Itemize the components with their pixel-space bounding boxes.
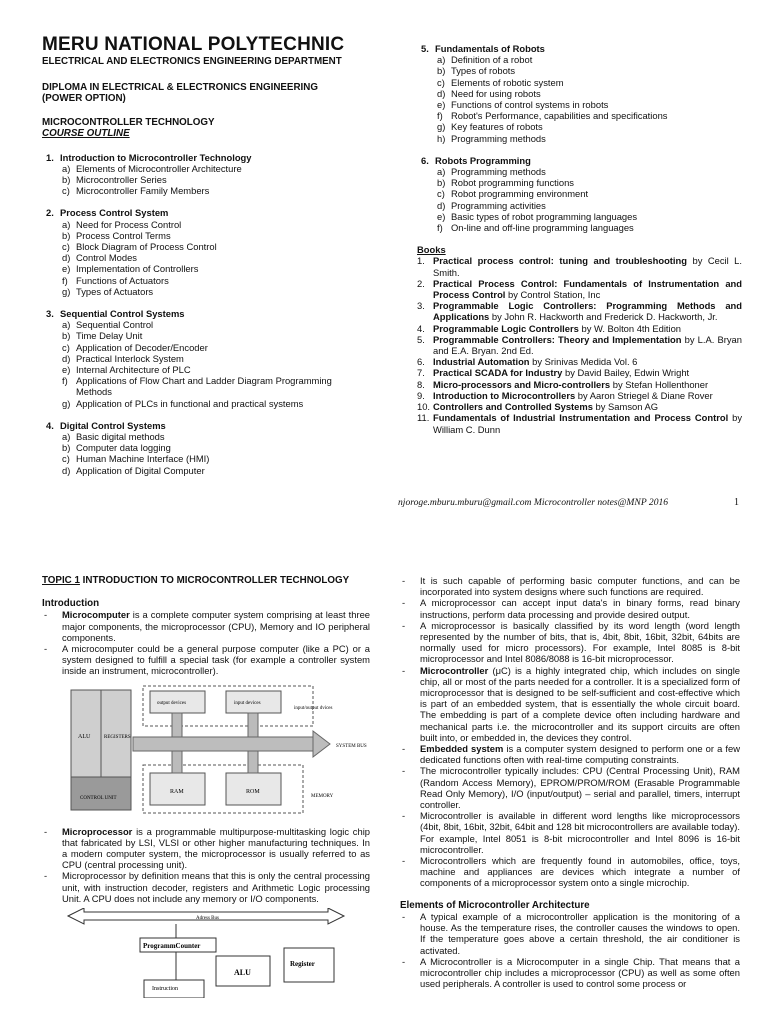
item-text: Programming activities bbox=[451, 199, 546, 211]
section-item bbox=[62, 353, 362, 364]
paragraph-text: (μC) is a highly integrated chip, which includes on single chip, all or most of the parts needed for a controller. It is a specialized form of microprocessor that is designed to be self-sufficient and cost-effective which is part of an embedded system, that is essentially the whole circuit board. The embedding is part of a complete device often including hardware and mechanical parts i.e. the microcontroller and its support circuits are often built into, or embedded in, the devices they control. bbox=[420, 664, 740, 743]
item-text: Functions of control systems in robots bbox=[451, 99, 609, 111]
book-number: 1. bbox=[417, 255, 425, 267]
book-number: 7. bbox=[417, 367, 425, 379]
paragraph-text: is a complete computer system comprising at least three major components, the microprocessor (CPU), Memory and IO peripheral components. bbox=[62, 609, 370, 643]
diploma-heading-2: (POWER OPTION) bbox=[42, 93, 126, 104]
book-author: by Control Station, Inc bbox=[505, 289, 601, 301]
subject-heading: MICROCONTROLLER TECHNOLOGY bbox=[42, 116, 215, 128]
section-item bbox=[437, 133, 742, 144]
book-author: by Srinivas Medida Vol. 6 bbox=[529, 356, 638, 368]
page1-left-column bbox=[42, 34, 382, 487]
paragraph bbox=[400, 911, 740, 956]
section-title bbox=[42, 420, 362, 431]
item-text: Control Modes bbox=[76, 252, 137, 264]
item-letter: d) bbox=[62, 464, 71, 476]
books-list bbox=[417, 255, 742, 434]
section-item bbox=[62, 163, 362, 174]
book-title: Controllers and Controlled Systems bbox=[433, 401, 593, 413]
output-devices-label: output devices bbox=[157, 700, 187, 706]
elements-heading: Elements of Microcontroller Architecture bbox=[400, 899, 590, 911]
section-title-text: Digital Control Systems bbox=[60, 419, 166, 431]
intro-heading: Introduction bbox=[42, 598, 100, 610]
section-item bbox=[437, 88, 742, 99]
item-letter: c) bbox=[62, 341, 70, 353]
book-item bbox=[417, 300, 742, 322]
section-item bbox=[437, 166, 742, 177]
paragraph bbox=[42, 826, 370, 871]
section-item bbox=[437, 211, 742, 222]
paragraph bbox=[400, 743, 740, 765]
item-letter: c) bbox=[62, 240, 70, 252]
item-text: Key features of robots bbox=[451, 121, 543, 133]
item-letter: g) bbox=[437, 121, 446, 133]
paragraph-text: is a programmable multipurpose-multitasking logic chip that fabricated by LSI, VLSI or other higher manufacturing techniques. In a modern computer system, the microprocessor is usually referred to as CPU (central processing unit). bbox=[62, 825, 370, 871]
item-letter: b) bbox=[62, 442, 71, 454]
section-item bbox=[62, 219, 362, 230]
section-item bbox=[437, 99, 742, 110]
section-title-text: Process Control System bbox=[60, 207, 169, 219]
paragraph-text: A microprocessor can accept input data's in binary forms, read binary instructions, perform data processing and provide desired output. bbox=[420, 597, 740, 620]
page-separator bbox=[0, 528, 768, 564]
book-item bbox=[417, 334, 742, 356]
book-number: 4. bbox=[417, 322, 425, 334]
paragraph-text: Microprocessor by definition means that this is only the central processing unit, with instruction decoder, registers and Arithmetic Logic processing Unit. A CPU does not include any memory or I/O components. bbox=[62, 870, 370, 904]
page-2 bbox=[0, 564, 768, 1024]
section-item bbox=[62, 330, 362, 341]
bullet-dash: - bbox=[402, 765, 406, 777]
address-bus-label: Adress Bus bbox=[196, 916, 219, 922]
paragraph-text: Microcontroller is available in different word lengths like microprocessors (4bit, 8bit, 16bit, 32bit, 64bit and 128 bit microcontrollers are available today). For example, Intel 8051 is 8-bit microcontroller and Intel 8096 is 16-bit microcontroller. bbox=[420, 810, 740, 855]
item-text: Application of PLCs in functional and practical systems bbox=[76, 397, 304, 409]
registers-label: REGISTERS bbox=[104, 734, 131, 740]
bullet-dash: - bbox=[44, 609, 48, 621]
institution-title: MERU NATIONAL POLYTECHNIC bbox=[42, 34, 345, 55]
sections-list bbox=[42, 152, 362, 476]
bullet-dash: - bbox=[402, 810, 406, 822]
item-letter: a) bbox=[62, 162, 71, 174]
section-items bbox=[417, 166, 742, 233]
page2-left-column bbox=[42, 575, 370, 998]
microprocessor-paragraphs bbox=[42, 826, 370, 904]
books-heading: Books bbox=[417, 244, 446, 256]
item-text: Types of robots bbox=[451, 65, 516, 77]
section-number: 5. bbox=[421, 43, 429, 54]
paragraph bbox=[400, 575, 740, 597]
book-number: 6. bbox=[417, 356, 425, 368]
program-counter-label: ProgrammCounter bbox=[143, 942, 201, 951]
book-title: Micro-processors and Micro-controllers bbox=[433, 378, 611, 390]
book-title: Programmable Controllers: Theory and Implementation bbox=[433, 333, 682, 345]
bullet-dash: - bbox=[402, 743, 406, 755]
book-author: by W. Bolton 4th Edition bbox=[578, 322, 682, 334]
section-item bbox=[437, 121, 742, 132]
course-section bbox=[42, 420, 362, 476]
book-title: Industrial Automation bbox=[433, 356, 530, 368]
item-text: Elements of Microcontroller Architecture bbox=[76, 162, 242, 174]
book-number: 8. bbox=[417, 378, 425, 390]
diploma-heading-1: DIPLOMA IN ELECTRICAL & ELECTRONICS ENGINEERING bbox=[42, 81, 318, 93]
course-section bbox=[42, 207, 362, 297]
item-text: Practical Interlock System bbox=[76, 352, 184, 364]
item-text: Application of Digital Computer bbox=[76, 464, 205, 476]
item-text: Programming methods bbox=[451, 166, 546, 178]
page-footer: njoroge.mburu.mburu@gmail.com Microcontroller notes@MNP 2016 bbox=[398, 497, 669, 508]
memory-label: MEMORY bbox=[311, 793, 334, 799]
item-text: Applications of Flow Chart and Ladder Diagram Programming Methods bbox=[76, 375, 332, 398]
section-title-text: Sequential Control Systems bbox=[60, 307, 185, 319]
book-author: by John R. Hackworth and Frederick D. Hackworth, Jr. bbox=[489, 311, 718, 323]
topic-heading bbox=[42, 575, 370, 586]
item-text: Robot's Performance, capabilities and specifications bbox=[451, 110, 668, 122]
paragraph bbox=[400, 855, 740, 889]
item-letter: d) bbox=[437, 87, 446, 99]
section-number: 2. bbox=[46, 207, 54, 219]
section-title-text: Fundamentals of Robots bbox=[435, 43, 545, 54]
book-item bbox=[417, 379, 742, 390]
section-items bbox=[42, 319, 362, 409]
item-letter: b) bbox=[437, 65, 446, 77]
system-bus bbox=[133, 737, 313, 751]
item-letter: f) bbox=[437, 222, 443, 234]
item-text: Time Delay Unit bbox=[76, 330, 143, 342]
topic-label: TOPIC 1 bbox=[42, 575, 80, 586]
section-item bbox=[62, 252, 362, 263]
bullet-dash: - bbox=[402, 855, 406, 867]
system-bus-label: SYSTEM BUS bbox=[336, 743, 367, 749]
section-title-text: Introduction to Microcontroller Technology bbox=[60, 151, 252, 163]
control-unit-label: CONTROL UNIT bbox=[80, 795, 117, 801]
item-letter: c) bbox=[62, 185, 70, 197]
input-devices-label: input devices bbox=[234, 700, 261, 706]
item-letter: e) bbox=[62, 263, 71, 275]
book-author: by Samson AG bbox=[592, 401, 659, 413]
item-text: Implementation of Controllers bbox=[76, 263, 199, 275]
page2-right-column bbox=[400, 575, 740, 989]
rom-label: ROM bbox=[246, 788, 260, 795]
section-items bbox=[42, 219, 362, 297]
section-item bbox=[62, 442, 362, 453]
course-sections-left bbox=[42, 152, 362, 476]
alu-label: ALU bbox=[78, 733, 91, 740]
paragraph-text: A microcomputer could be a general purpose computer (like a PC) or a system designed to fulfill a special task (for example a controller system inside an instrument, microcontroller). bbox=[62, 643, 370, 677]
io-devices-label: input/output dvices bbox=[294, 705, 333, 711]
item-text: Programming methods bbox=[451, 132, 546, 144]
bullet-dash: - bbox=[44, 825, 48, 837]
item-letter: b) bbox=[62, 173, 71, 185]
section-item bbox=[62, 453, 362, 464]
item-text: Robot programming environment bbox=[451, 188, 589, 200]
section-item bbox=[437, 65, 742, 76]
item-letter: c) bbox=[62, 453, 70, 465]
item-text: Block Diagram of Process Control bbox=[76, 240, 217, 252]
microcontroller-paragraphs bbox=[400, 575, 740, 889]
book-item bbox=[417, 356, 742, 367]
course-section bbox=[417, 43, 742, 144]
paragraph-text: A microprocessor is basically classified by its word length (word length represented by the number of bits, that is, 4bit, 8bit, 16bit, 32bit, 64bits are normally used for micro processors). For example, Intel 8085 is 8-bit microprocessor and Intel 8086/8088 is 16-bit microprocessor. bbox=[420, 619, 740, 665]
section-item bbox=[62, 263, 362, 274]
section-item bbox=[62, 241, 362, 252]
bullet-dash: - bbox=[402, 597, 406, 609]
book-author: by Stefan Hollenthoner bbox=[610, 378, 709, 390]
book-item bbox=[417, 278, 742, 300]
item-letter: e) bbox=[62, 363, 71, 375]
book-number: 2. bbox=[417, 277, 425, 289]
item-letter: d) bbox=[62, 252, 71, 264]
bullet-dash: - bbox=[402, 664, 406, 676]
item-letter: g) bbox=[62, 285, 71, 297]
section-items bbox=[42, 431, 362, 476]
book-item bbox=[417, 401, 742, 412]
book-number: 5. bbox=[417, 333, 425, 345]
page-number: 1 bbox=[734, 497, 739, 508]
section-title bbox=[417, 43, 742, 54]
item-letter: a) bbox=[437, 166, 446, 178]
ram-label: RAM bbox=[170, 788, 184, 795]
elements-paragraphs bbox=[400, 911, 740, 989]
course-section bbox=[417, 155, 742, 233]
bullet-dash: - bbox=[44, 870, 48, 882]
book-title: Programmable Logic Controllers: Programming Methods and Applications bbox=[433, 300, 742, 323]
section-number: 1. bbox=[46, 151, 54, 163]
paragraph bbox=[42, 643, 370, 677]
book-item bbox=[417, 255, 742, 277]
item-letter: b) bbox=[437, 177, 446, 189]
section-item bbox=[62, 286, 362, 297]
book-number: 3. bbox=[417, 300, 425, 312]
course-outline-heading: COURSE OUTLINE bbox=[42, 128, 130, 139]
register-label: Register bbox=[290, 960, 315, 969]
section-item bbox=[437, 110, 742, 121]
sections-list bbox=[417, 43, 742, 233]
item-text: Basic types of robot programming languages bbox=[451, 210, 638, 222]
item-letter: c) bbox=[437, 188, 445, 200]
book-title: Practical process control: tuning and troubleshooting bbox=[433, 255, 687, 267]
item-text: Elements of robotic system bbox=[451, 76, 564, 88]
paragraph-text: A typical example of a microcontroller application is the monitoring of a house. As the temperature rises, the controller causes the windows to open. If the temperature goes above a certain threshold, the air conditioner is activated. bbox=[420, 910, 740, 956]
book-item bbox=[417, 367, 742, 378]
bullet-dash: - bbox=[44, 643, 48, 655]
section-items bbox=[42, 163, 362, 197]
book-title: Programmable Logic Controllers bbox=[433, 322, 579, 334]
item-text: Basic digital methods bbox=[76, 430, 165, 442]
section-title bbox=[42, 308, 362, 319]
paragraph-term: Embedded system bbox=[420, 743, 504, 755]
microcomputer-diagram bbox=[68, 685, 368, 820]
section-item bbox=[62, 174, 362, 185]
book-number: 11. bbox=[417, 412, 430, 424]
item-letter: h) bbox=[437, 132, 446, 144]
book-number: 9. bbox=[417, 389, 425, 401]
instruction-label: Instruction bbox=[152, 986, 178, 993]
book-author: by David Bailey, Edwin Wright bbox=[562, 367, 690, 379]
item-letter: g) bbox=[62, 397, 71, 409]
item-text: Internal Architecture of PLC bbox=[76, 363, 191, 375]
book-item bbox=[417, 390, 742, 401]
paragraph-term: Microprocessor bbox=[62, 825, 133, 837]
paragraph-text: A Microcontroller is a Microcomputer in a single Chip. That means that a microcontroller chip includes a microprocessor (CPU) as well as some often used peripherals. A controller is used to control some process or bbox=[420, 955, 740, 990]
item-letter: a) bbox=[62, 430, 71, 442]
paragraph-text: Microcontrollers which are frequently found in automobiles, office, toys, machine and appliances are devices which integrate a number of components of a microprocessor system onto a single microchip. bbox=[420, 855, 740, 889]
section-title bbox=[42, 152, 362, 163]
item-letter: a) bbox=[437, 54, 446, 66]
paragraph bbox=[400, 810, 740, 855]
item-letter: b) bbox=[62, 330, 71, 342]
course-section bbox=[42, 152, 362, 197]
item-text: Need for Process Control bbox=[76, 218, 182, 230]
book-title: Introduction to Microcontrollers bbox=[433, 389, 576, 401]
section-number: 6. bbox=[421, 154, 429, 166]
item-letter: f) bbox=[62, 274, 68, 286]
section-items bbox=[417, 54, 742, 144]
item-text: Sequential Control bbox=[76, 319, 154, 331]
book-author: by William C. Dunn bbox=[433, 412, 743, 435]
item-text: Definition of a robot bbox=[451, 54, 533, 66]
item-letter: d) bbox=[437, 199, 446, 211]
item-text: Application of Decoder/Encoder bbox=[76, 341, 208, 353]
section-item bbox=[62, 230, 362, 241]
section-item bbox=[62, 465, 362, 476]
alu2-label: ALU bbox=[234, 968, 251, 978]
section-item bbox=[62, 398, 362, 409]
item-text: Need for using robots bbox=[451, 87, 541, 99]
paragraph-term: Microcontroller bbox=[420, 664, 489, 676]
section-item bbox=[437, 77, 742, 88]
section-item bbox=[62, 364, 362, 375]
bullet-dash: - bbox=[402, 955, 406, 967]
section-item bbox=[437, 177, 742, 188]
item-text: Types of Actuators bbox=[76, 285, 154, 297]
book-title: Practical SCADA for Industry bbox=[433, 367, 563, 379]
item-text: Process Control Terms bbox=[76, 229, 171, 241]
paragraph bbox=[400, 620, 740, 665]
book-author: by Aaron Striegel & Diane Rover bbox=[575, 389, 713, 401]
cpu-diagram bbox=[56, 908, 356, 998]
paragraph-term: Microcomputer bbox=[62, 609, 130, 621]
paragraph bbox=[400, 597, 740, 619]
section-item bbox=[62, 275, 362, 286]
item-text: Microcontroller Series bbox=[76, 173, 167, 185]
bullet-dash: - bbox=[402, 575, 406, 586]
book-title: Practical Process Control: Fundamentals of Instrumentation and Process Control bbox=[433, 277, 742, 301]
section-number: 4. bbox=[46, 419, 54, 431]
item-text: Robot programming functions bbox=[451, 177, 574, 189]
paragraph-text: It is such capable of performing basic computer functions, and can be incorporated into system designs where such functions are required. bbox=[420, 575, 740, 598]
section-item bbox=[62, 342, 362, 353]
paragraph-text: is a computer system designed to perform one or a few dedicated functions often with real-time computing constraints. bbox=[420, 743, 741, 766]
item-text: Human Machine Interface (HMI) bbox=[76, 453, 210, 465]
book-number: 10. bbox=[417, 401, 431, 413]
section-title-text: Robots Programming bbox=[435, 154, 531, 166]
department-heading: ELECTRICAL AND ELECTRONICS ENGINEERING DEPARTMENT bbox=[42, 56, 342, 67]
book-title: Fundamentals of Industrial Instrumentation and Process Control bbox=[433, 412, 729, 424]
topic-title: INTRODUCTION TO MICROCONTROLLER TECHNOLOGY bbox=[79, 575, 350, 586]
section-item bbox=[62, 319, 362, 330]
book-item bbox=[417, 412, 742, 434]
section-item bbox=[437, 188, 742, 199]
section-title bbox=[417, 155, 742, 166]
section-item bbox=[62, 185, 362, 196]
book-author: by L.A. Bryan and E.A. Bryan. 2nd Ed. bbox=[433, 333, 742, 357]
course-section bbox=[42, 308, 362, 409]
paragraph bbox=[42, 870, 370, 904]
item-text: On-line and off-line programming languages bbox=[451, 222, 634, 234]
page1-right-column bbox=[417, 43, 742, 435]
section-item bbox=[62, 431, 362, 442]
paragraph bbox=[400, 765, 740, 810]
bullet-dash: - bbox=[402, 910, 406, 922]
section-item bbox=[62, 375, 362, 397]
book-item bbox=[417, 323, 742, 334]
paragraph-text: The microcontroller typically includes: CPU (Central Processing Unit), RAM (Random Access Memory), EPROM/PROM/ROM (Erasable Programmable Read Only Memory), I/O (input/output) – serial and parallel, timers, interrupt controller. bbox=[420, 765, 740, 811]
course-sections-right bbox=[417, 43, 742, 233]
item-text: Computer data logging bbox=[76, 442, 171, 454]
paragraph bbox=[42, 609, 370, 643]
section-item bbox=[437, 200, 742, 211]
item-letter: a) bbox=[62, 218, 71, 230]
item-text: Microcontroller Family Members bbox=[76, 185, 210, 197]
section-item bbox=[437, 54, 742, 65]
paragraph bbox=[400, 665, 740, 743]
section-title bbox=[42, 207, 362, 218]
item-letter: e) bbox=[437, 210, 446, 222]
item-letter: f) bbox=[437, 110, 443, 122]
item-letter: e) bbox=[437, 99, 446, 111]
item-letter: d) bbox=[62, 352, 71, 364]
item-letter: b) bbox=[62, 229, 71, 241]
paragraph bbox=[400, 956, 740, 990]
item-text: Functions of Actuators bbox=[76, 274, 169, 286]
item-letter: a) bbox=[62, 319, 71, 331]
intro-paragraphs bbox=[42, 609, 370, 676]
bullet-dash: - bbox=[402, 619, 406, 631]
item-letter: f) bbox=[62, 375, 68, 387]
section-item bbox=[437, 222, 742, 233]
section-number: 3. bbox=[46, 307, 54, 319]
item-letter: c) bbox=[437, 76, 445, 88]
book-author: by Cecil L. Smith. bbox=[433, 255, 743, 278]
